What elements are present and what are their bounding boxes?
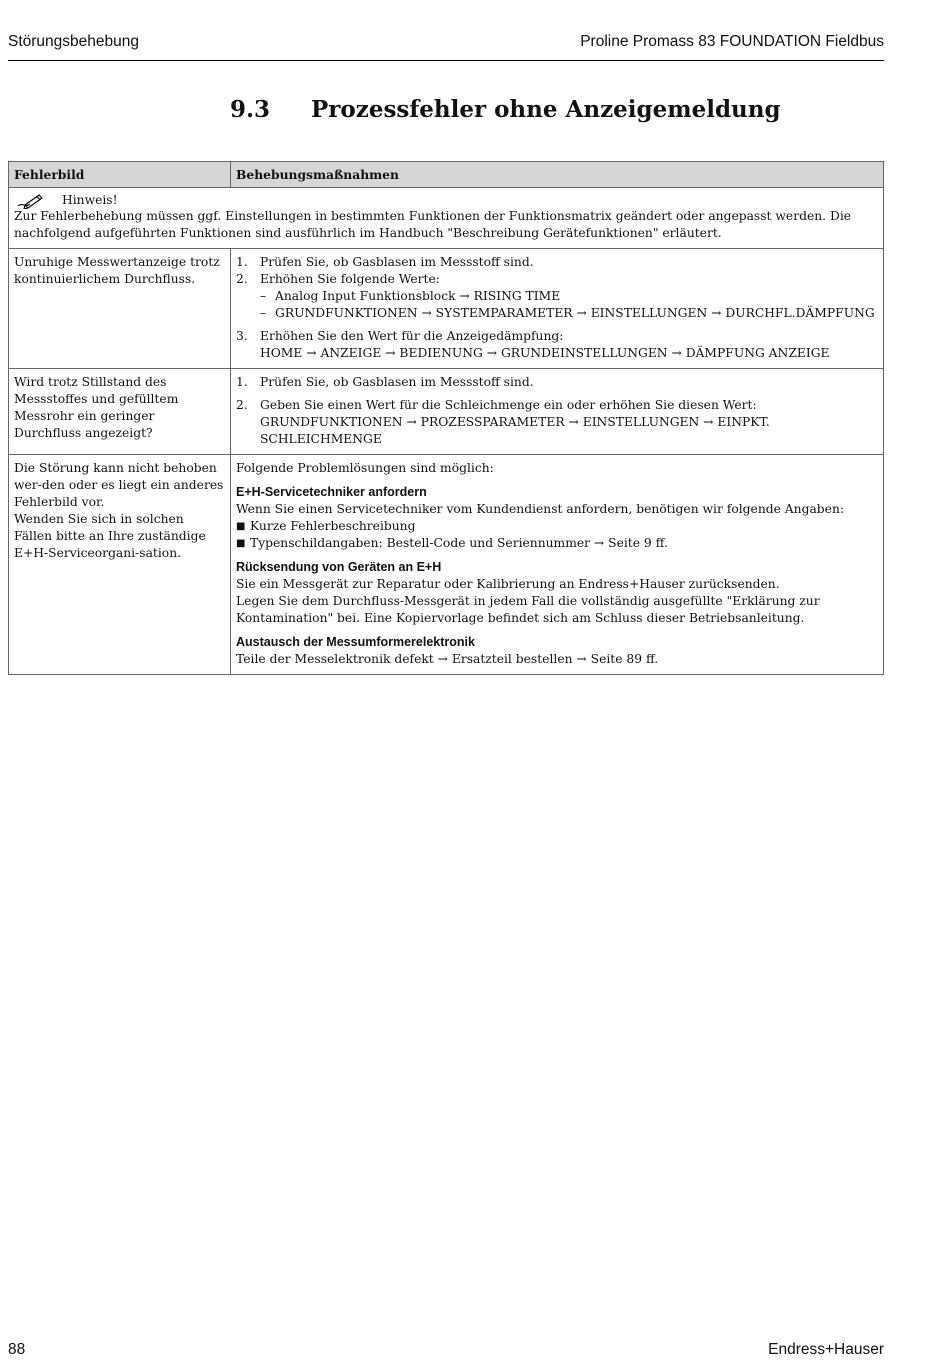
list-item: 3. Erhöhen Sie den Wert für die Anzeigedämpfung: HOME → ANZEIGE → BEDIENUNG → GRUNDEINSTELLUNGEN → DÄMPFUNG ANZEIGE xyxy=(236,329,830,360)
note-text: Zur Fehlerbehebung müssen ggf. Einstellungen in bestimmten Funktionen der Funktionsmatrix geändert oder angepasst werden. Die nachfolgend aufgeführten Funktionen sind ausführlich im Handbuch "Beschreibung Gerätefunktionen" erläutert. xyxy=(14,209,852,240)
table-row xyxy=(9,249,884,369)
note-cell xyxy=(9,188,884,249)
subheading: Austausch der Messumformerelektronik xyxy=(236,635,475,649)
subheading: E+H-Servicetechniker anfordern xyxy=(236,485,427,499)
section-title xyxy=(230,96,781,123)
subheading: Rücksendung von Geräten an E+H xyxy=(236,560,442,574)
solution-intro: Folgende Problemlösungen sind möglich: xyxy=(236,461,494,475)
problem-cell: Wird trotz Stillstand des Messstoffes und gefülltem Messrohr ein geringer Durchfluss angezeigt? xyxy=(9,369,231,455)
page-number: 88 xyxy=(8,1341,26,1358)
list-item: 1. Prüfen Sie, ob Gasblasen im Messstoff sind. xyxy=(236,255,534,269)
problem-cell: Unruhige Messwertanzeige trotz kontinuierlichem Durchfluss. xyxy=(9,249,231,369)
solution-cell xyxy=(231,369,884,455)
list-item: 2. Geben Sie einen Wert für die Schleichmenge ein oder erhöhen Sie diesen Wert: GRUNDFUNKTIONEN → PROZESSPARAMETER → EINSTELLUNGEN → EINPKT. SCHLEICHMENGE xyxy=(236,398,770,446)
col-header-massnahmen: Behebungsmaßnahmen xyxy=(231,162,884,188)
table-header-row xyxy=(9,162,884,188)
note-row xyxy=(9,188,884,249)
list-item: 2. Erhöhen Sie folgende Werte: xyxy=(236,272,440,286)
sub-item: – GRUNDFUNKTIONEN → SYSTEMPARAMETER → EINSTELLUNGEN → DURCHFL.DÄMPFUNG xyxy=(260,306,875,320)
footer-brand: Endress+Hauser xyxy=(768,1341,884,1358)
col-header-fehlerbild: Fehlerbild xyxy=(9,162,231,188)
bullet-item: ■ Kurze Fehlerbeschreibung xyxy=(236,519,416,533)
header-product: Proline Promass 83 FOUNDATION Fieldbus xyxy=(580,33,884,50)
table-row xyxy=(9,455,884,675)
header-chapter: Störungsbehebung xyxy=(8,33,140,50)
section-number: 9.3 xyxy=(230,96,271,123)
sub-item: – Analog Input Funktionsblock → RISING TIME xyxy=(260,289,561,303)
solution-cell xyxy=(231,249,884,369)
troubleshooting-table xyxy=(8,161,884,675)
list-item: 1. Prüfen Sie, ob Gasblasen im Messstoff sind. xyxy=(236,375,534,389)
bullet-item: ■ Typenschildangaben: Bestell-Code und Seriennummer → Seite 9 ff. xyxy=(236,536,668,550)
pencil-note-icon xyxy=(16,193,44,209)
table-row xyxy=(9,369,884,455)
problem-cell: Die Störung kann nicht behoben wer-den oder es liegt ein anderes Fehlerbild vor. Wenden Sie sich in solchen Fällen bitte an Ihre zuständige E+H-Serviceorgani-sation. xyxy=(9,455,231,675)
section-heading: Prozessfehler ohne Anzeigemeldung xyxy=(311,96,781,123)
solution-cell: Folgende Problemlösungen sind möglich: E+H-Servicetechniker anfordern Wenn Sie einen Servicetechniker vom Kundendienst anfordern, benötigen wir folgende Angaben: ■ Kurze Fehlerbeschreibung ■ Typenschildangaben: Bestell-Code und Seriennummer → Seite 9 ff. Rücksendung von Geräten an E+H Sie ein Messgerät zur Reparatur oder Kalibrierung an Endress+Hauser zurücksenden. Legen Sie dem Durchfluss-Messgerät in jedem Fall die vollständig ausgefüllte "Erklärung zur Kontamination" bei. Eine Kopiervorlage befindet sich am Schluss dieser Betriebsanleitung. Austausch der Messumformerelektronik Teile der Messelektronik defekt → Ersatzteil bestellen → Seite 89 ff. xyxy=(231,455,884,675)
page-header xyxy=(8,30,884,61)
note-label: Hinweis! xyxy=(62,193,118,207)
